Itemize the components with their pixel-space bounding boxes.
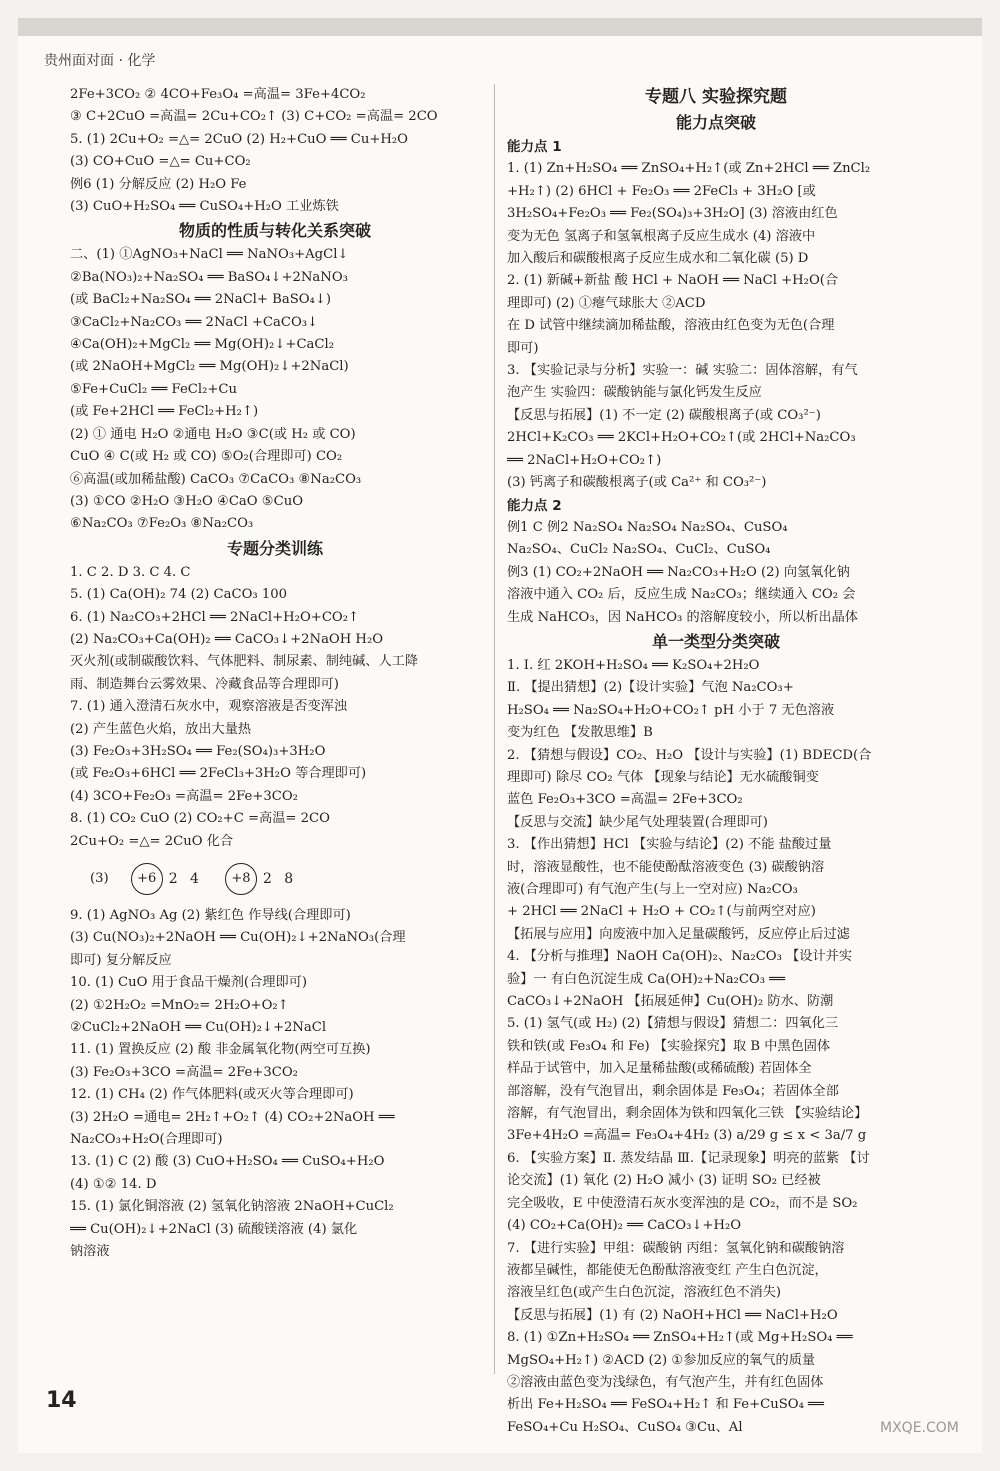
left-column <box>70 84 480 1264</box>
answer-line: ④Ca(OH)₂+MgCl₂ ══ Mg(OH)₂↓+CaCl₂ <box>70 337 334 353</box>
answer-line: 例6 (1) 分解反应 (2) H₂O Fe <box>70 176 247 192</box>
section-heading: 物质的性质与转化关系突破 <box>178 221 371 241</box>
answer-line: 2. 【猜想与假设】CO₂、H₂O 【设计与实验】(1) BDECD(合 <box>507 747 872 763</box>
answer-line: 铁和铁(或 Fe₃O₄ 和 Fe) 【实验探究】取 B 中黑色固体 <box>507 1038 831 1054</box>
answer-line: ②CuCl₂+2NaOH ══ Cu(OH)₂↓+2NaCl <box>70 1020 327 1036</box>
answer-line: 5. (1) Ca(OH)₂ 74 (2) CaCO₃ 100 <box>70 587 288 603</box>
answer-line: Ⅱ. 【提出猜想】(2)【设计实验】气泡 Na₂CO₃+ <box>507 680 794 696</box>
answer-line: ②Ba(NO₃)₂+Na₂SO₄ ══ BaSO₄↓+2NaNO₃ <box>70 269 348 285</box>
answer-line: CuO ④ C(或 H₂ 或 CO) ⑤O₂(合理即可) CO₂ <box>70 449 343 465</box>
answer-line: 溶液中通入 CO₂ 后，反应生成 Na₂CO₃；继续通入 CO₂ 会 <box>507 587 856 603</box>
answer-line: 完全吸收，E 中使澄清石灰水变浑浊的是 CO₂，而不是 SO₂ <box>507 1195 858 1211</box>
answer-line: 7. 【进行实验】甲组：碳酸钠 丙组：氢氧化钠和碳酸钠溶 <box>507 1240 845 1256</box>
answer-line: 变为无色 氢离子和氢氧根离子反应生成水 (4) 溶液中 <box>507 228 816 244</box>
answer-line: 7. (1) 通入澄清石灰水中，观察溶液是否变浑浊 <box>70 699 348 715</box>
answer-line: 2HCl+K₂CO₃ ══ 2KCl+H₂O+CO₂↑(或 2HCl+Na₂CO₃ <box>507 430 856 446</box>
atom-diagram <box>225 863 297 895</box>
answer-line: 溶液呈红色(或产生白色沉淀，溶液红色不消失) <box>507 1285 782 1301</box>
answer-line: 加入酸后和碳酸根离子反应生成水和二氧化碳 (5) D <box>507 251 809 267</box>
subsection-label: 能力点 2 <box>507 497 562 514</box>
answer-line: 【反思与交流】缺少尾气处理装置(合理即可) <box>507 814 768 830</box>
answer-line: ②溶液由蓝色变为浅绿色，有气泡产生，并有红色固体 <box>507 1374 824 1390</box>
answer-line: 生成 NaHCO₃，因 NaHCO₃ 的溶解度较小，所以析出晶体 <box>507 609 858 625</box>
answer-line: 二、(1) ①AgNO₃+NaCl ══ NaNO₃+AgCl↓ <box>70 247 349 263</box>
answer-line: CaCO₃↓+2NaOH 【拓展延伸】Cu(OH)₂ 防水、防潮 <box>507 994 834 1010</box>
answer-line: 6. 【实验方案】Ⅱ. 蒸发结晶 Ⅲ.【记录现象】明亮的蓝紫 【讨 <box>507 1150 870 1166</box>
answer-line: 例3 (1) CO₂+2NaOH ══ Na₂CO₃+H₂O (2) 向氢氧化钠 <box>507 564 850 580</box>
answer-line: 例1 C 例2 Na₂SO₄ Na₂SO₄ Na₂SO₄、CuSO₄ <box>507 519 788 535</box>
answer-line: 1. (1) Zn+H₂SO₄ ══ ZnSO₄+H₂↑(或 Zn+2HCl ══ ZnCl₂ <box>507 161 871 177</box>
answer-line: +H₂↑) (2) 6HCl + Fe₂O₃ ══ 2FeCl₃ + 3H₂O [或 <box>507 183 816 199</box>
answer-line: 2Fe+3CO₂ ② 4CO+Fe₃O₄ =高温= 3Fe+4CO₂ <box>70 87 366 102</box>
atom-label: (3) <box>90 870 109 886</box>
nucleus-circle: +8 <box>225 863 257 895</box>
section-heading: 专题分类训练 <box>226 538 323 558</box>
answer-line: H₂SO₄ ══ Na₂SO₄+H₂O+CO₂↑ pH 小于 7 无色溶液 <box>507 702 835 718</box>
electron-shells: 2 4 <box>168 870 203 887</box>
answer-line: 3Fe+4H₂O =高温= Fe₃O₄+4H₂ (3) a/29 g ≤ x < 3a/7 g <box>507 1128 867 1144</box>
answer-line: (4) 3CO+Fe₂O₃ =高温= 2Fe+3CO₂ <box>70 788 298 804</box>
answer-line: (2) 产生蓝色火焰，放出大量热 <box>70 721 252 737</box>
answer-line: 变为红色 【发散思维】B <box>507 725 653 741</box>
answer-line: 6. (1) Na₂CO₃+2HCl ══ 2NaCl+H₂O+CO₂↑ <box>70 609 360 625</box>
chapter-title: 专题八 实验探究题 <box>645 87 787 107</box>
answer-line: 3. 【实验记录与分析】实验一：碱 实验二：固体溶解，有气 <box>507 363 858 379</box>
answer-line: 13. (1) C (2) 酸 (3) CuO+H₂SO₄ ══ CuSO₄+H₂O <box>70 1154 385 1170</box>
answer-line: 时，溶液显酸性，也不能使酚酞溶液变色 (3) 碳酸钠溶 <box>507 859 825 875</box>
answer-line: 3H₂SO₄+Fe₂O₃ ══ Fe₂(SO₄)₃+3H₂O] (3) 溶液由红色 <box>507 206 838 222</box>
answer-line: (2) Na₂CO₃+Ca(OH)₂ ══ CaCO₃↓+2NaOH H₂O <box>70 631 384 647</box>
answer-line: (2) ①2H₂O₂ =MnO₂= 2H₂O+O₂↑ <box>70 997 289 1013</box>
answer-line: 即可) <box>507 340 539 356</box>
answer-line: 3. 【作出猜想】HCl 【实验与结论】(2) 不能 盐酸过量 <box>507 837 832 853</box>
answer-line: 液都呈碱性，都能使无色酚酞溶液变红 产生白色沉淀， <box>507 1262 828 1278</box>
answer-line: 2. (1) 新碱+新盐 酸 HCl + NaOH ══ NaCl +H₂O(合 <box>507 273 839 289</box>
answer-line: Na₂SO₄、CuCl₂ Na₂SO₄、CuCl₂、CuSO₄ <box>507 542 771 558</box>
answer-line: (或 2NaOH+MgCl₂ ══ Mg(OH)₂↓+2NaCl) <box>70 359 349 375</box>
answer-line: (4) ①② 14. D <box>70 1176 157 1192</box>
answer-line: 理即可) (2) ①瘪气球胀大 ②ACD <box>507 295 706 311</box>
watermark: MXQE.COM <box>880 1420 959 1436</box>
answer-line: ③ C+2CuO =高温= 2Cu+CO₂↑ (3) C+CO₂ =高温= 2CO <box>70 109 438 125</box>
answer-line: 4. 【分析与推理】NaOH Ca(OH)₂、Na₂CO₃ 【设计并实 <box>507 949 853 965</box>
answer-line: + 2HCl ══ 2NaCl + H₂O + CO₂↑(与前两空对应) <box>507 904 816 920</box>
page-number: 14 <box>46 1388 77 1413</box>
answer-line: 液(合理即可) 有气泡产生(与上一空对应) Na₂CO₃ <box>507 882 798 897</box>
answer-line: 9. (1) AgNO₃ Ag (2) 紫红色 作导线(合理即可) <box>70 908 351 923</box>
answer-line: MgSO₄+H₂↑) ②ACD (2) ①参加反应的氧气的质量 <box>507 1352 816 1368</box>
answer-line: 5. (1) 氢气(或 H₂) (2)【猜想与假设】猜想二：四氧化三 <box>507 1016 839 1032</box>
answer-line: 11. (1) 置换反应 (2) 酸 非金属氧化物(两空可互换) <box>70 1042 371 1058</box>
answer-line: 样品于试管中，加入足量稀盐酸(或稀硫酸) 若固体全 <box>507 1061 812 1077</box>
answer-line: 即可) 复分解反应 <box>70 952 172 968</box>
answer-line: 12. (1) CH₄ (2) 作气体肥料(或灭火等合理即可) <box>70 1087 354 1103</box>
subsection-label: 能力点 1 <box>507 139 562 155</box>
answer-line: 论交流】(1) 氧化 (2) H₂O 减小 (3) 证明 SO₂ 已经被 <box>507 1173 821 1189</box>
answer-line: (3) CuO+H₂SO₄ ══ CuSO₄+H₂O 工业炼铁 <box>70 199 339 215</box>
answer-line: 灭火剂(或制碳酸饮料、气体肥料、制尿素、制纯碱、人工降 <box>70 654 419 670</box>
answer-line: (3) ①CO ②H₂O ③H₂O ④CaO ⑤CuO <box>70 493 304 509</box>
answer-line: ⑤Fe+CuCl₂ ══ FeCl₂+Cu <box>70 381 238 397</box>
answer-line: 10. (1) CuO 用于食品干燥剂(合理即可) <box>70 975 307 991</box>
section-heading: 单一类型分类突破 <box>651 631 780 651</box>
answer-line: 8. (1) ①Zn+H₂SO₄ ══ ZnSO₄+H₂↑(或 Mg+H₂SO₄ ══ <box>507 1330 853 1346</box>
answer-line: 1. C 2. D 3. C 4. C <box>70 564 191 580</box>
answer-line: (或 BaCl₂+Na₂SO₄ ══ 2NaCl+ BaSO₄↓) <box>70 292 332 308</box>
answer-line: 【反思与拓展】(1) 有 (2) NaOH+HCl ══ NaCl+H₂O <box>507 1307 838 1323</box>
answer-line: 在 D 试管中继续滴加稀盐酸，溶液由红色变为无色(合理 <box>507 318 835 334</box>
right-column <box>507 84 925 1439</box>
answer-line: 雨、制造舞台云雾效果、冷藏食品等合理即可) <box>70 676 339 692</box>
answer-line: 1. Ⅰ. 红 2KOH+H₂SO₄ ══ K₂SO₄+2H₂O <box>507 657 760 673</box>
answer-line: ══ Cu(OH)₂↓+2NaCl (3) 硫酸镁溶液 (4) 氯化 <box>70 1221 358 1237</box>
answer-line: (3) 钙离子和碳酸根离子(或 Ca²⁺ 和 CO₃²⁻) <box>507 475 767 491</box>
answer-line: ③CaCl₂+Na₂CO₃ ══ 2NaCl +CaCO₃↓ <box>70 314 319 330</box>
answer-line: 5. (1) 2Cu+O₂ =△= 2CuO (2) H₂+CuO ══ Cu+H₂O <box>70 131 408 147</box>
answer-line: (2) ① 通电 H₂O ②通电 H₂O ③C(或 H₂ 或 CO) <box>70 426 356 442</box>
nucleus-circle: +6 <box>131 863 163 895</box>
answer-line: (3) Cu(NO₃)₂+2NaOH ══ Cu(OH)₂↓+2NaNO₃(合理 <box>70 930 406 946</box>
atom-structure-diagrams <box>90 859 480 899</box>
answer-line: (3) Fe₂O₃+3CO =高温= 2Fe+3CO₂ <box>70 1064 298 1080</box>
answer-line: (或 Fe+2HCl ══ FeCl₂+H₂↑) <box>70 404 259 420</box>
answer-line: (3) CO+CuO =△= Cu+CO₂ <box>70 154 251 170</box>
answer-line: 钠溶液 <box>70 1244 110 1260</box>
answer-line: 【反思与拓展】(1) 不一定 (2) 碳酸根离子(或 CO₃²⁻) <box>507 407 821 423</box>
answer-line: ══ 2NaCl+H₂O+CO₂↑) <box>507 452 662 468</box>
answer-line: 泡产生 实验四：碳酸钠能与氯化钙发生反应 <box>507 385 762 401</box>
answer-line: 15. (1) 氯化铜溶液 (2) 氢氧化钠溶液 2NaOH+CuCl₂ <box>70 1199 394 1215</box>
answer-line: (3) Fe₂O₃+3H₂SO₄ ══ Fe₂(SO₄)₃+3H₂O <box>70 743 326 759</box>
answer-line: (4) CO₂+Ca(OH)₂ ══ CaCO₃↓+H₂O <box>507 1218 742 1234</box>
answer-line: Na₂CO₃+H₂O(合理即可) <box>70 1132 223 1148</box>
answer-line: (或 Fe₂O₃+6HCl ══ 2FeCl₃+3H₂O 等合理即可) <box>70 766 367 782</box>
answer-line: ⑥Na₂CO₃ ⑦Fe₂O₃ ⑧Na₂CO₃ <box>70 516 254 532</box>
answer-line: 溶解，有气泡冒出，剩余固体为铁和四氧化三铁 【实验结论】 <box>507 1106 868 1122</box>
column-divider <box>494 84 495 1374</box>
answer-line: 部溶解，没有气泡冒出，剩余固体是 Fe₃O₄；若固体全部 <box>507 1083 839 1099</box>
section-heading: 能力点突破 <box>675 113 756 132</box>
atom-diagram <box>131 863 203 895</box>
answer-line: 蓝色 Fe₂O₃+3CO =高温= 2Fe+3CO₂ <box>507 792 743 808</box>
answer-line: 理即可) 除尽 CO₂ 气体 【现象与结论】无水硫酸铜变 <box>507 769 819 785</box>
answer-line: 析出 Fe+H₂SO₄ ══ FeSO₄+H₂↑ 和 Fe+CuSO₄ ══ <box>507 1397 824 1413</box>
answer-line: FeSO₄+Cu H₂SO₄、CuSO₄ ③Cu、Al <box>507 1419 743 1435</box>
answer-line: ⑥高温(或加稀盐酸) CaCO₃ ⑦CaCO₃ ⑧Na₂CO₃ <box>70 471 362 487</box>
answer-line: (3) 2H₂O =通电= 2H₂↑+O₂↑ (4) CO₂+2NaOH ══ <box>70 1109 395 1125</box>
running-header: 贵州面对面 · 化学 <box>44 53 156 69</box>
top-bar <box>18 18 982 36</box>
answer-line: 【拓展与应用】向废液中加入足量碳酸钙，反应停止后过滤 <box>507 926 850 942</box>
electron-shells: 2 8 <box>262 870 298 887</box>
answer-line: 8. (1) CO₂ CuO (2) CO₂+C =高温= 2CO <box>70 811 330 827</box>
answer-line: 2Cu+O₂ =△= 2CuO 化合 <box>70 833 234 849</box>
answer-line: 验】一 有白色沉淀生成 Ca(OH)₂+Na₂CO₃ ══ <box>507 971 786 987</box>
